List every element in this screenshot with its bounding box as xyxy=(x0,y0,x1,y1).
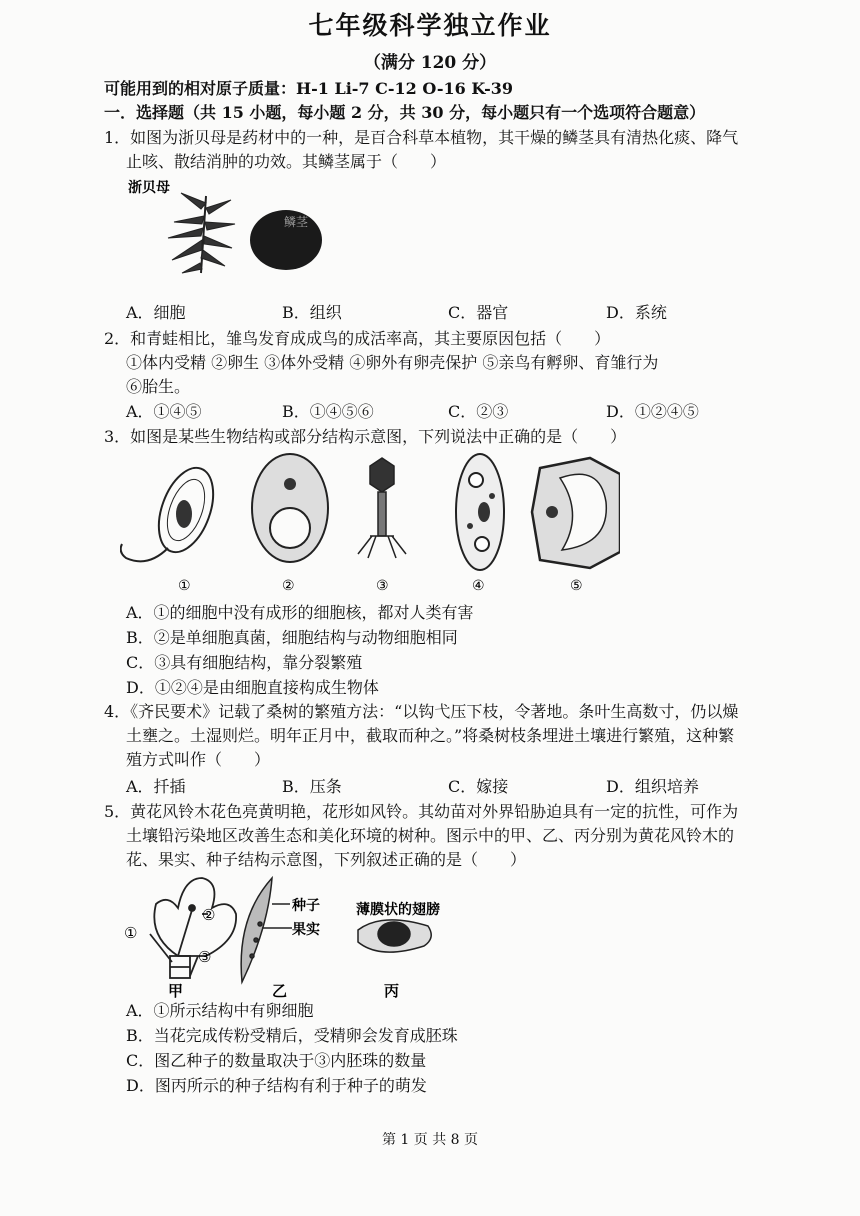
q3-fig-label-3: ③ xyxy=(376,578,389,594)
q3-stem-line1: 3．如图是某些生物结构或部分结构示意图，下列说法中正确的是（ ） xyxy=(104,427,627,446)
q1-bulb-label: 鳞茎 xyxy=(284,215,309,229)
virus-drawing xyxy=(358,458,406,558)
q5-label-3: ③ xyxy=(198,948,212,966)
q5-stem-line1: 5．黄花风铃木花色亮黄明艳，花形如风铃。其幼苗对外界铅胁迫具有一定的抗性，可作为 xyxy=(104,802,739,821)
q4-option-b[interactable]: B．压条 xyxy=(282,777,342,796)
bacterium-drawing xyxy=(121,460,224,561)
q3-fig-label-1: ① xyxy=(178,578,191,594)
q4-option-a[interactable]: A．扦插 xyxy=(126,777,186,796)
fruit-drawing xyxy=(241,878,292,982)
q4-stem-line3: 殖方式叫作（ ） xyxy=(126,750,271,769)
q4-stem-line1: 4．《齐民要术》记载了桑树的繁殖方法：“以钩弋压下枝，令著地。条叶生高数寸，仍以燥 xyxy=(104,702,739,721)
q4-stem-line2: 土壅之。土湿则烂。明年正月中，截取而种之。”将桑树枝条埋进土壤进行繁殖，这种繁 xyxy=(126,726,735,745)
q2-option-a[interactable]: A．①④⑤ xyxy=(126,402,202,421)
q5-option-b[interactable]: B．当花完成传粉受精后，受精卵会发育成胚珠 xyxy=(126,1026,458,1045)
q1-plant-label: 浙贝母 xyxy=(128,180,170,196)
plant-drawing xyxy=(168,193,235,273)
atomic-masses: 可能用到的相对原子质量：H-1 Li-7 C-12 O-16 K-39 xyxy=(104,79,513,98)
page-number: 第 1 页 共 8 页 xyxy=(381,1132,479,1148)
q5-stem-line2: 土壤铅污染地区改善生态和美化环境的树种。图示中的甲、乙、丙分别为黄花风铃木的 xyxy=(126,826,735,845)
q2-stem-line2: ①体内受精 ②卵生 ③体外受精 ④卵外有卵壳保护 ⑤亲鸟有孵卵、育雏行为 xyxy=(126,353,659,372)
q5-label-jia: 甲 xyxy=(168,982,184,1000)
q1-stem-line2: 止咳、散结消肿的功效。其鳞茎属于（ ） xyxy=(126,152,447,171)
q5-label-2: ② xyxy=(202,906,216,924)
q5-label-1: ① xyxy=(124,924,138,942)
q5-label-wing: 薄膜状的翅膀 xyxy=(356,902,440,918)
section-heading: 一．选择题（共 15 小题，每小题 2 分，共 30 分，每小题只有一个选项符合题意） xyxy=(104,103,706,122)
seed-drawing xyxy=(358,920,431,952)
q3-option-b[interactable]: B．②是单细胞真菌，细胞结构与动物细胞相同 xyxy=(126,628,458,647)
q2-stem-line3: ⑥胎生。 xyxy=(126,377,191,396)
q5-figure xyxy=(122,870,472,1000)
q3-figure xyxy=(120,448,620,598)
yeast-drawing xyxy=(252,454,328,562)
q5-label-seed: 种子 xyxy=(292,898,320,914)
q1-figure xyxy=(126,178,356,288)
q1-stem-line1: 1．如图为浙贝母是药材中的一种，是百合科草本植物，其干燥的鳞茎具有清热化痰、降气 xyxy=(104,128,739,147)
q2-stem-line1: 2．和青蛙相比，雏鸟发育成成鸟的成活率高，其主要原因包括（ ） xyxy=(104,329,611,348)
q3-option-c[interactable]: C．③具有细胞结构，靠分裂繁殖 xyxy=(126,653,363,672)
q1-option-b[interactable]: B．组织 xyxy=(282,303,342,322)
flower-drawing xyxy=(150,878,236,978)
plant-cell-drawing xyxy=(532,458,620,568)
q5-label-yi: 乙 xyxy=(272,982,288,1000)
q3-fig-label-2: ② xyxy=(282,578,295,594)
q5-option-a[interactable]: A．①所示结构中有卵细胞 xyxy=(126,1001,314,1020)
q2-option-c[interactable]: C．②③ xyxy=(448,402,509,421)
q4-option-d[interactable]: D．组织培养 xyxy=(606,777,699,796)
q5-stem-line3: 花、果实、种子结构示意图，下列叙述正确的是（ ） xyxy=(126,850,527,869)
paramecium-drawing xyxy=(456,454,504,570)
q4-option-c[interactable]: C．嫁接 xyxy=(448,777,509,796)
q5-label-fruit: 果实 xyxy=(292,922,320,938)
q5-label-bing: 丙 xyxy=(384,982,400,1000)
q5-option-c[interactable]: C．图乙种子的数量取决于③内胚珠的数量 xyxy=(126,1051,427,1070)
q3-option-a[interactable]: A．①的细胞中没有成形的细胞核，都对人类有害 xyxy=(126,603,474,622)
page-title: 七年级科学独立作业 xyxy=(308,11,552,40)
q3-fig-label-4: ④ xyxy=(472,578,485,594)
q3-fig-label-5: ⑤ xyxy=(570,578,583,594)
q5-option-d[interactable]: D．图丙所示的种子结构有利于种子的萌发 xyxy=(126,1076,427,1095)
q3-option-d[interactable]: D．①②④是由细胞直接构成生物体 xyxy=(126,678,379,697)
page-subtitle: （满分 120 分） xyxy=(363,53,497,73)
q2-option-d[interactable]: D．①②④⑤ xyxy=(606,402,699,421)
q1-option-d[interactable]: D．系统 xyxy=(606,303,667,322)
q1-option-a[interactable]: A．细胞 xyxy=(126,303,186,322)
q2-option-b[interactable]: B．①④⑤⑥ xyxy=(282,402,374,421)
q1-option-c[interactable]: C．器官 xyxy=(448,303,509,322)
